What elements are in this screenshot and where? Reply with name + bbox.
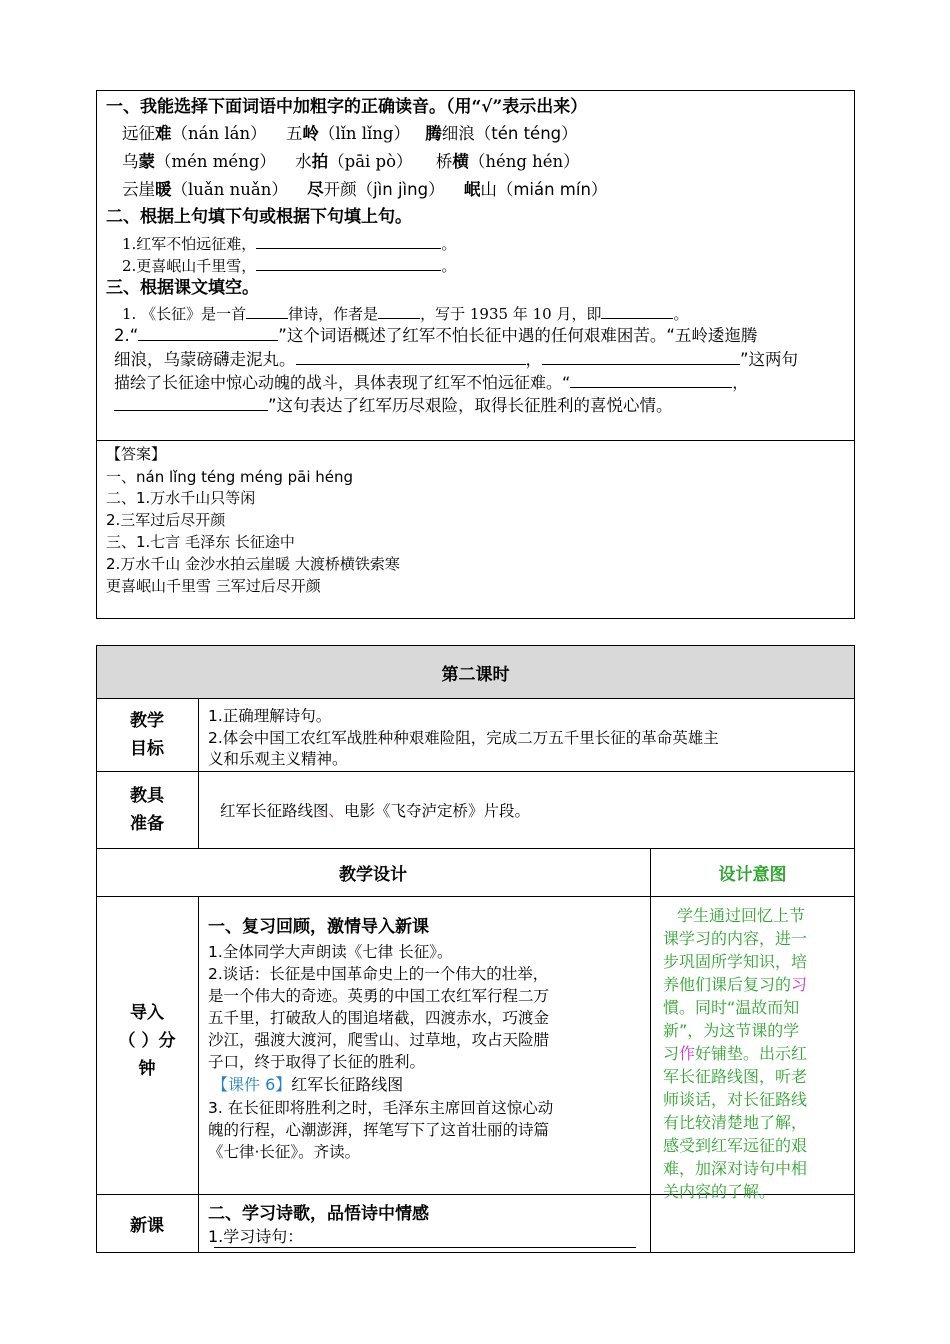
new-lesson-label: 新课 (130, 1216, 164, 1236)
intent-line: 学生通过回忆上节 (677, 906, 806, 925)
exercise-s1-heading: 一、我能选择下面词语中加粗字的正确读音。（用“√”表示出来） (106, 97, 588, 117)
answer-line: 2.万水千山 金沙水拍云崖暖 大渡桥横铁索寒 (106, 555, 400, 573)
row-divider (96, 771, 855, 772)
intro-line: 沙江，强渡大渡河，爬雪山、过草地，攻占天险腊 (208, 1031, 550, 1049)
intent-line: 课学习的内容，进一 (663, 929, 808, 948)
s3-line-5: ”这句表达了红军历尽艰险，取得长征胜利的喜悦心情。 (114, 394, 673, 417)
s3-line-3: 细浪，乌蒙磅礴走泥丸。 ， ”这两句 (114, 350, 799, 369)
intent-line: 军长征路线图，听老 (663, 1067, 808, 1086)
col-divider (650, 848, 651, 1253)
intent-line: 慣。同时“温故而知 (663, 998, 800, 1017)
intro-line: 3. 在长征即将胜利之时，毛泽东主席回首这惊心动 (208, 1099, 554, 1117)
intro-line: 五千里，打破敌人的围追堵截，四渡赤水，巧渡金 (208, 1009, 550, 1027)
answer-label: 【答案】 (106, 445, 167, 463)
intro-heading: 一、复习回顾，激情导入新课 (208, 917, 429, 937)
s3-line-1: 1. 《长征》是一首 律诗，作者是 ，写于 1935 年 10 月，即 。 (122, 302, 688, 325)
answer-line: 二、1.万水千山只等闲 (106, 489, 256, 507)
new-lesson-heading: 二、学习诗歌，品悟诗中情感 (208, 1204, 429, 1224)
answer-line: 一、nán lǐng téng méng pāi héng (106, 468, 354, 486)
intent-line: 新”，为这节课的学 (663, 1021, 800, 1040)
answer-line: 三、1.七言 毛泽东 长征途中 (106, 533, 295, 551)
s2-line-2: 2.更喜岷山千里雪， 。 (122, 254, 456, 277)
answer-line: 2.三军过后尽开颜 (106, 511, 226, 529)
new-lesson-underline (214, 1247, 636, 1248)
intent-line: 难，加深对诗句中相 (663, 1159, 808, 1178)
lesson-title: 第二课时 (441, 664, 510, 685)
goal-line: 1.正确理解诗句。 (208, 707, 332, 725)
intro-line: 《七律·长征》。齐读。 (208, 1143, 361, 1161)
s1-row-2: 乌蒙（mén méng） 水拍（pāi pò） 桥横（héng hén） (122, 152, 580, 171)
intro-line: 1.全体同学大声朗读《七律 长征》。 (208, 943, 453, 961)
goal-label: 教学 目标 (130, 710, 164, 759)
col-divider (198, 698, 199, 848)
col-divider (198, 896, 199, 1253)
intent-line: 感受到红军远征的艰 (663, 1136, 808, 1155)
intro-line: 魄的行程，心潮澎湃，挥笔写下了这首壮丽的诗篇 (208, 1121, 550, 1139)
answer-line: 更喜岷山千里雪 三军过后尽开颜 (106, 577, 321, 595)
intent-line: 步巩固所学知识，培 (663, 952, 808, 971)
s1-row-1: 远征难（nán lán） 五岭（lǐn lǐng） 腾细浪（tén téng） (122, 124, 578, 143)
tools-text: 红军长征路线图、电影《飞夺泸定桥》片段。 (220, 802, 531, 820)
exercise-s2-heading: 二、根据上句填下句或根据下句填上句。 (106, 207, 412, 227)
row-divider (96, 896, 855, 897)
s3-line-2: 2.“ ”这个词语概述了红军不怕长征中遇的任何艰难困苦。“五岭逶迤腾 (114, 326, 758, 345)
intro-line: 2.谈话：长征是中国革命史上的一个伟大的壮举， (208, 965, 549, 983)
goal-line: 义和乐观主义精神。 (208, 750, 348, 768)
intent-line: 关内容的了解。 (663, 1182, 776, 1201)
exercise-s3-heading: 三、根据课文填空。 (106, 278, 259, 298)
intent-line: 有比较清楚地了解， (663, 1113, 808, 1132)
intent-line: 养他们课后复习的习 (663, 975, 808, 994)
s3-line-4: 描绘了长征途中惊心动魄的战斗，具体表现了红军不怕远征难。“ ， (114, 373, 749, 392)
goal-line: 2.体会中国工农红军战胜种种艰难险阻，完成二万五千里长征的革命英雄主 (208, 729, 719, 747)
courseware-line: 【课件 6】红军长征路线图 (212, 1075, 404, 1094)
intro-line: 是一个伟大的奇迹。英勇的中国工农红军行程二万 (208, 987, 550, 1005)
new-lesson-line: 1.学习诗句： (208, 1227, 304, 1246)
exercise-divider (96, 440, 855, 441)
s2-line-1: 1.红军不怕远征难， 。 (122, 232, 456, 255)
intro-label: 导入 （ ）分 钟 (118, 1003, 176, 1079)
intent-line: 习作好铺垫。出示红 (663, 1044, 808, 1063)
intent-header: 设计意图 (718, 864, 787, 885)
row-divider (96, 698, 855, 699)
courseware-tag: 【课件 6】 (212, 1075, 292, 1094)
s1-row-3: 云崖暖（luǎn nuǎn） 尽开颜（jìn jìng） 岷山（mián mín） (122, 180, 608, 199)
intro-line: 子口，终于取得了长征的胜利。 (208, 1053, 426, 1071)
design-header: 教学设计 (339, 864, 407, 885)
tools-label: 教具 准备 (130, 785, 164, 834)
intent-line: 师谈话，对长征路线 (663, 1090, 808, 1109)
